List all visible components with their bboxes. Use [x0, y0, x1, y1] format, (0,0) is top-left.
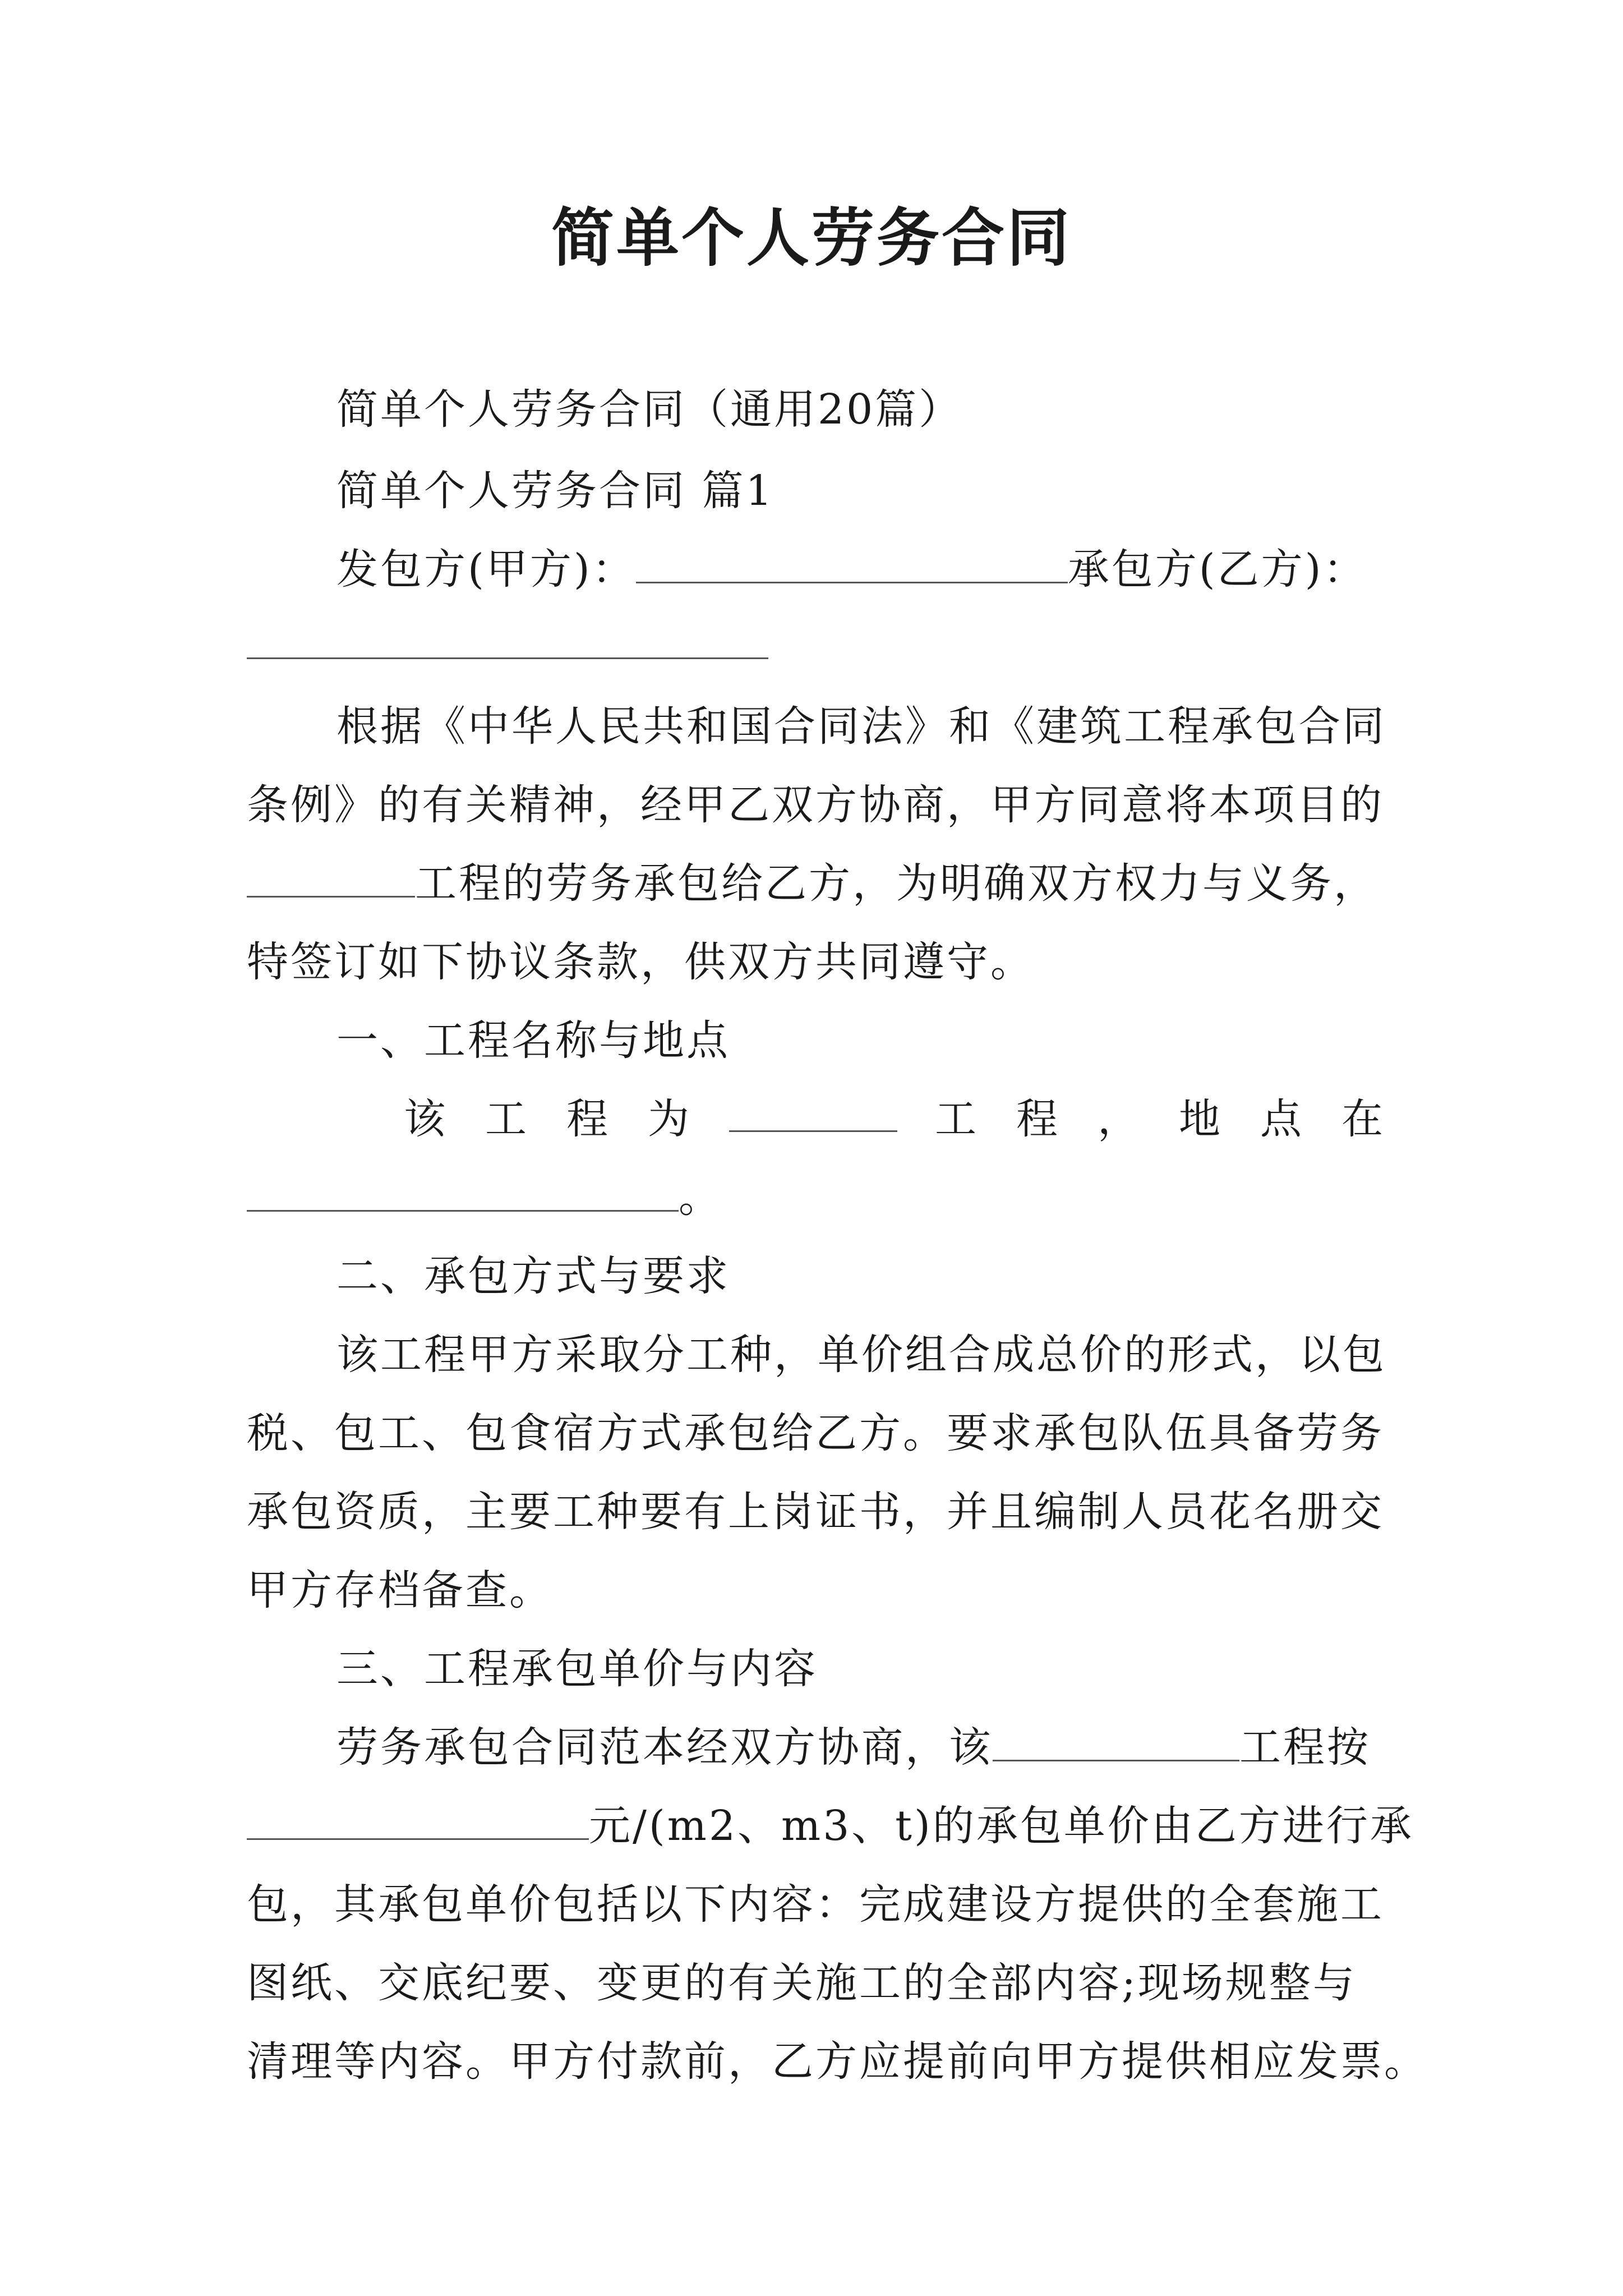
p1-word: 工 — [935, 1095, 979, 1143]
p3-line-3: 包，其承包单价包括以下内容：完成建设方提供的全套施工 — [247, 1880, 1384, 1929]
p1-word: 工 — [485, 1095, 529, 1143]
intro-line-3-text: 工程的劳务承包给乙方，为明确双方权力与义务， — [415, 859, 1377, 908]
p3-line-2 — [247, 1798, 1414, 1854]
heading-1: 一、工程名称与地点 — [336, 1016, 730, 1065]
p3-line-5: 清理等内容。甲方付款前，乙方应提前向甲方提供相应发票。 — [247, 2037, 1428, 2086]
p3-line-2-text: 元/(m2、m3、t)的承包单价由乙方进行承 — [589, 1802, 1414, 1850]
p1-word: 程 — [1016, 1095, 1060, 1143]
p2-line-4: 甲方存档备查。 — [247, 1566, 553, 1614]
parties-line — [336, 541, 1385, 597]
party-a-blank[interactable] — [636, 542, 1068, 583]
p1-word: 该 — [404, 1095, 448, 1143]
p1-word: ， — [1098, 1095, 1141, 1143]
p1-word: 点 — [1260, 1095, 1304, 1143]
party-b-blank-line — [247, 617, 1385, 673]
party-b-blank[interactable] — [247, 618, 768, 659]
p1-word: 地 — [1179, 1095, 1223, 1143]
subtitle: 简单个人劳务合同（通用20篇） — [336, 385, 963, 434]
intro-line-1: 根据《中华人民共和国合同法》和《建筑工程承包合同 — [336, 702, 1386, 751]
p2-line-2: 税、包工、包食宿方式承包给乙方。要求承包队伍具备劳务 — [247, 1409, 1384, 1457]
p3-line-1 — [336, 1719, 1385, 1775]
party-b-label: 承包方(乙方)： — [1067, 545, 1367, 593]
project-blank[interactable] — [247, 857, 415, 898]
p3-line-1b: 工程按 — [1239, 1723, 1371, 1772]
location-line — [247, 1170, 1385, 1226]
intro-line-3 — [247, 855, 1385, 912]
p1-word: 程 — [566, 1095, 610, 1143]
location-end: 。 — [679, 1174, 722, 1222]
p1-word: 为 — [648, 1095, 691, 1143]
project-type-blank[interactable] — [993, 1720, 1239, 1761]
document-title: 简单个人劳务合同 — [551, 202, 1072, 275]
unit-price-blank[interactable] — [247, 1799, 589, 1840]
p1-word: 在 — [1341, 1095, 1385, 1143]
section-heading: 简单个人劳务合同 篇1 — [336, 467, 774, 515]
p3-line-1a: 劳务承包合同范本经双方协商，该 — [336, 1723, 993, 1772]
project-name-blank[interactable] — [729, 1091, 897, 1132]
intro-line-4: 特签订如下协议条款，供双方共同遵守。 — [247, 938, 1034, 986]
p2-line-3: 承包资质，主要工种要有上岗证书，并且编制人员花名册交 — [247, 1488, 1384, 1536]
party-a-label: 发包方(甲方)： — [336, 545, 636, 593]
heading-2: 二、承包方式与要求 — [336, 1252, 730, 1300]
p2-line-1: 该工程甲方采取分工种，单价组合成总价的形式，以包 — [336, 1331, 1386, 1379]
p1-line — [404, 1091, 1385, 1147]
p3-line-4: 图纸、交底纪要、变更的有关施工的全部内容;现场规整与 — [247, 1959, 1357, 2007]
intro-line-2: 条例》的有关精神，经甲乙双方协商，甲方同意将本项目的 — [247, 781, 1384, 829]
location-blank[interactable] — [247, 1171, 679, 1212]
heading-3: 三、工程承包单价与内容 — [336, 1645, 818, 1693]
